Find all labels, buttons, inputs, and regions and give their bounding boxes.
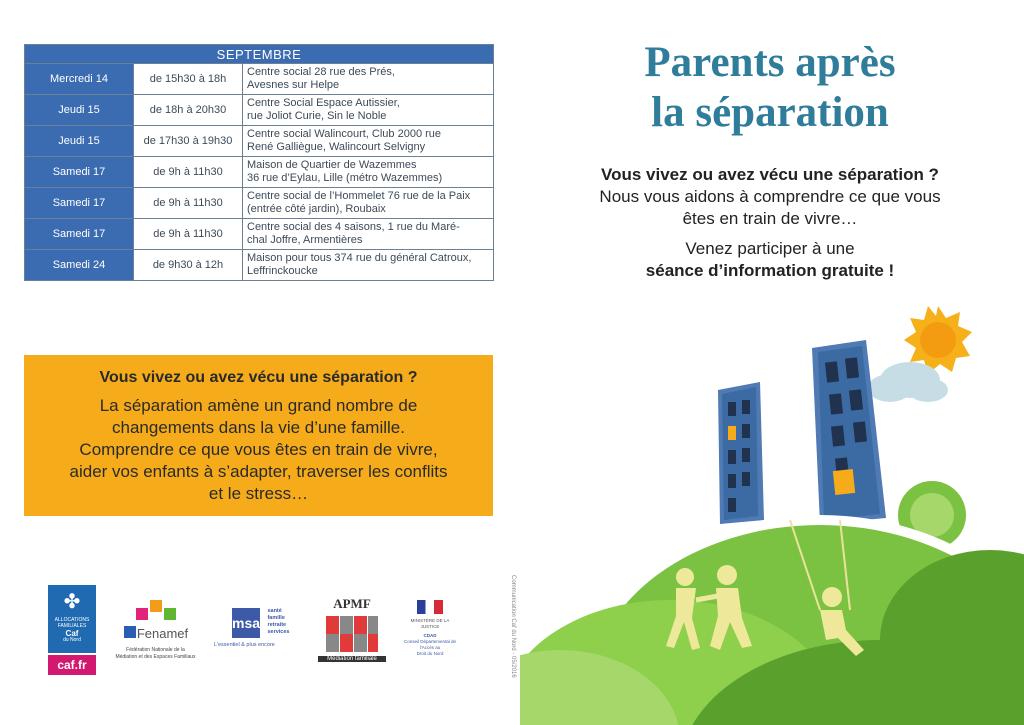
- schedule-day: Jeudi 15: [25, 126, 134, 157]
- cdad-logo: MINISTÈRE DE LA JUSTICE CDAD Conseil Départemental de l’Accès au Droit du Nord: [402, 600, 458, 657]
- apmf-logo: APMF Médiation familiale: [318, 596, 386, 662]
- puzzle-icon: [324, 614, 380, 652]
- schedule-place: Maison de Quartier de Wazemmes 36 rue d’Eylau, Lille (métro Wazemmes): [243, 157, 494, 188]
- schedule-place: Centre social 28 rue des Prés, Avesnes sur Helpe: [243, 64, 494, 95]
- table-row: [25, 219, 494, 250]
- family-city-illustration: [520, 300, 1024, 725]
- schedule-day: Samedi 17: [25, 188, 134, 219]
- fenamef-logo: Fenamef Fédération Nationale de la Médiation et des Espaces Familiaux: [108, 600, 203, 661]
- schedule-place: Centre Social Espace Autissier, rue Joliot Curie, Sin le Noble: [243, 95, 494, 126]
- building-right-icon: [812, 340, 886, 524]
- schedule-table: [24, 44, 494, 281]
- intro-text: [540, 164, 1000, 282]
- title-line-2: la séparation: [651, 89, 889, 136]
- schedule-place: Centre social de l’Hommelet 76 rue de la Paix (entrée côté jardin), Roubaix: [243, 188, 494, 219]
- schedule-day: Samedi 17: [25, 219, 134, 250]
- schedule-day: Jeudi 15: [25, 95, 134, 126]
- schedule-day: Mercredi 14: [25, 64, 134, 95]
- credit-text: Communication Caf du Nord - 05/2016: [510, 575, 516, 678]
- page-title: [600, 38, 940, 138]
- building-left-icon: [718, 382, 764, 524]
- schedule-time: de 9h à 11h30: [134, 188, 243, 219]
- schedule-time: de 18h à 20h30: [134, 95, 243, 126]
- intro-question: Vous vivez ou avez vécu une séparation ?: [601, 165, 939, 184]
- table-row: [25, 188, 494, 219]
- orange-info-box: [24, 355, 493, 516]
- caf-fr-badge: caf.fr: [48, 655, 96, 675]
- schedule-place: Maison pour tous 374 rue du général Catroux, Leffrinckoucke: [243, 250, 494, 281]
- intro-line: êtes en train de vivre…: [682, 209, 858, 228]
- schedule-time: de 9h à 11h30: [134, 219, 243, 250]
- table-row: [25, 250, 494, 281]
- intro-emphasis: séance d’information gratuite !: [645, 261, 895, 280]
- french-flag-icon: [417, 600, 443, 614]
- schedule-month: SEPTEMBRE: [25, 45, 494, 64]
- schedule-place: Centre social Walincourt, Club 2000 rue René Galliègue, Walincourt Selvigny: [243, 126, 494, 157]
- intro-line: Nous vous aidons à comprendre ce que vous: [599, 187, 941, 206]
- intro-line: Venez participer à une: [685, 239, 855, 258]
- title-line-1: Parents après: [644, 39, 896, 86]
- table-row: [25, 64, 494, 95]
- schedule-time: de 17h30 à 19h30: [134, 126, 243, 157]
- orange-box-text: La séparation amène un grand nombre de changements dans la vie d’une famille. Comprendre ce que vous êtes en train de vivre, aider vos enfants à s’adapter, traverser les conflits et le stress…: [69, 396, 448, 503]
- schedule-time: de 9h30 à 12h: [134, 250, 243, 281]
- schedule-day: Samedi 17: [25, 157, 134, 188]
- schedule-time: de 9h à 11h30: [134, 157, 243, 188]
- cloud-icon: [868, 362, 948, 402]
- table-row: [25, 95, 494, 126]
- msa-logo: msa santé famille retraite services L’essentiel & plus encore: [214, 608, 290, 648]
- schedule-place: Centre social des 4 saisons, 1 rue du Maré- chal Joffre, Armentières: [243, 219, 494, 250]
- caf-family-icon: ✤: [63, 591, 81, 613]
- orange-box-heading: Vous vivez ou avez vécu une séparation ?: [99, 369, 418, 386]
- table-row: [25, 126, 494, 157]
- table-row: [25, 157, 494, 188]
- schedule-day: Samedi 24: [25, 250, 134, 281]
- caf-logo: ✤ ALLOCATIONS FAMILIALES Caf du Nord caf.fr: [48, 585, 98, 675]
- schedule-time: de 15h30 à 18h: [134, 64, 243, 95]
